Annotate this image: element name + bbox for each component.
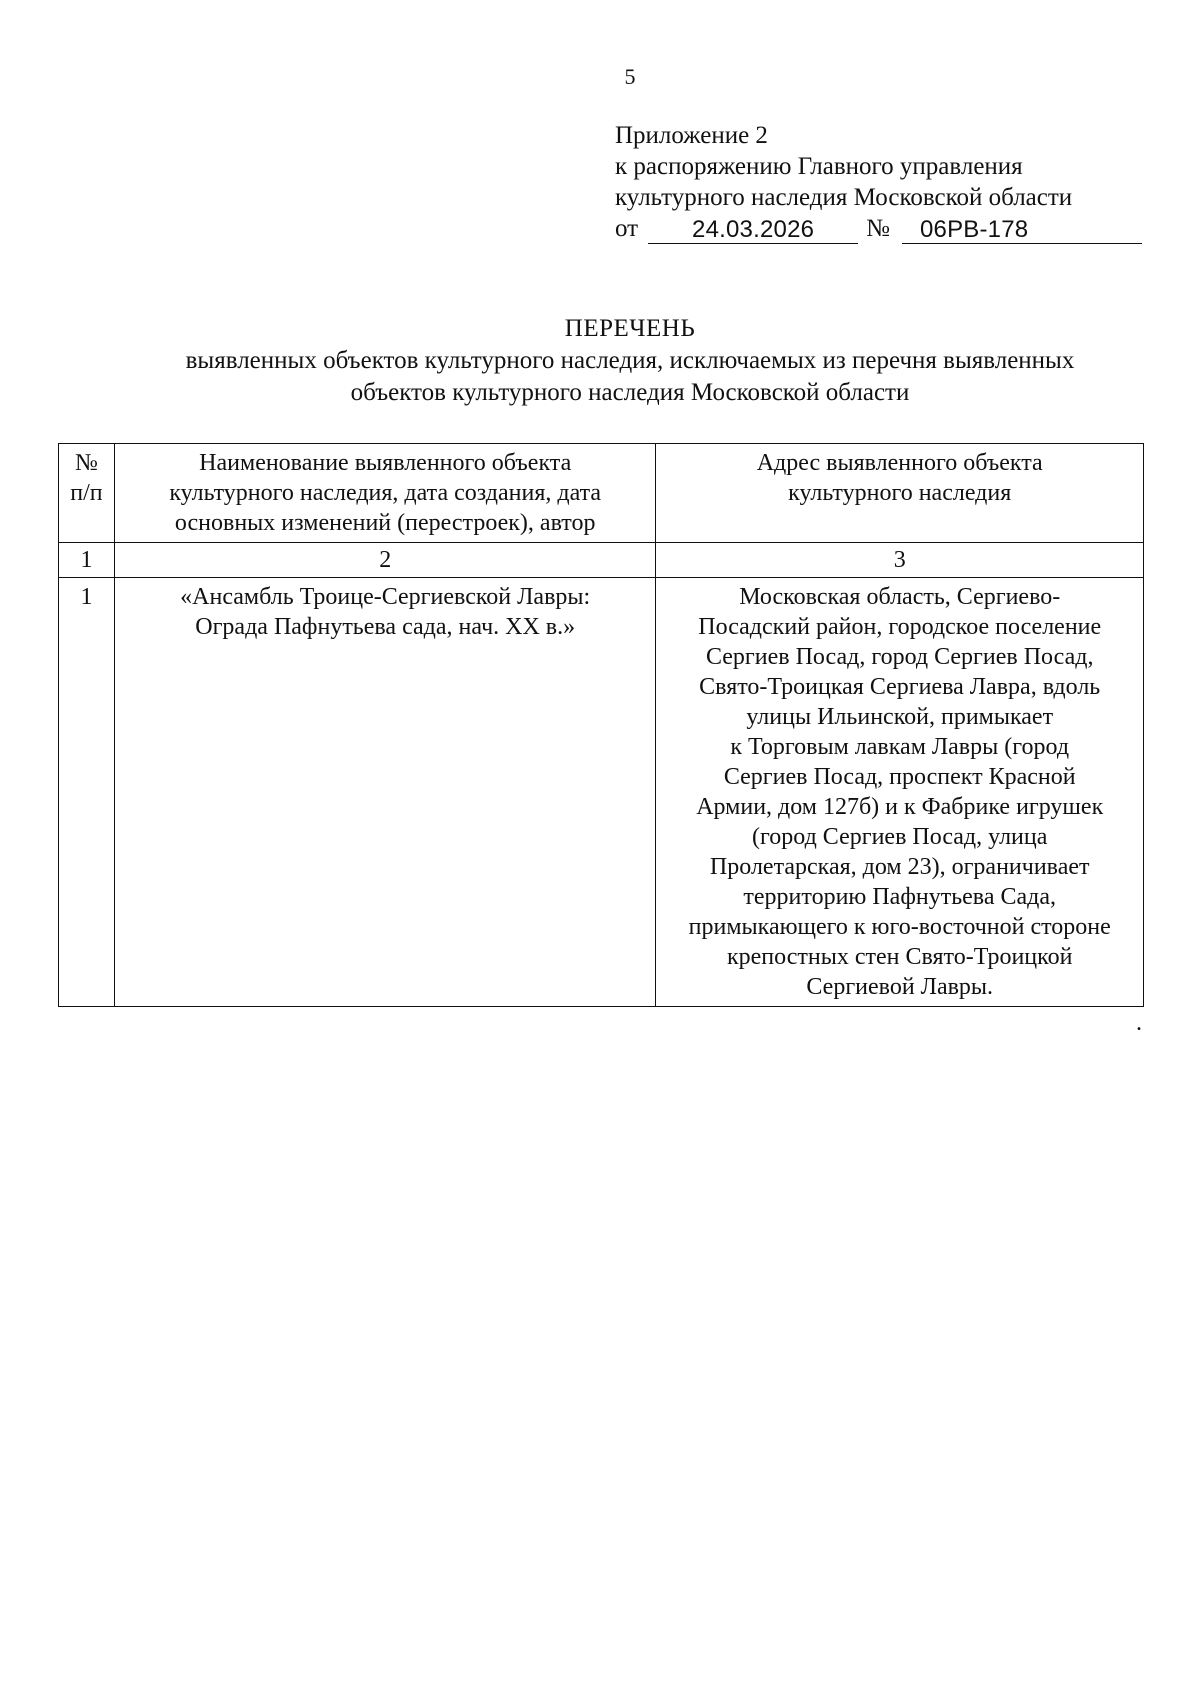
column-number: 3 — [656, 543, 1144, 578]
header-number — [59, 444, 115, 543]
address-line: Сергиев Посад, проспект Красной — [723, 764, 1076, 790]
address-line: (город Сергиев Посад, улица — [752, 824, 1048, 850]
column-number-row — [59, 543, 1144, 578]
header-text-line: Наименование выявленного объекта — [199, 450, 572, 476]
address-line: Пролетарская, дом 23), ограничивает — [709, 854, 1090, 880]
address-line: Свято-Троицкая Сергиева Лавра, вдоль — [699, 674, 1101, 700]
subtitle-line-2: объектов культурного наследия Московской области — [350, 379, 910, 406]
table-row — [59, 578, 1144, 1007]
object-address-cell — [656, 578, 1144, 1007]
objects-table — [58, 443, 1144, 1007]
appendix-reference-line — [615, 213, 1175, 244]
row-number: 1 — [59, 578, 115, 1007]
from-label: от — [615, 215, 639, 242]
header-text-line: основных изменений (перестроек), автор — [174, 510, 596, 536]
object-name-cell — [114, 578, 655, 1007]
page-number: 5 — [624, 64, 636, 89]
column-number: 2 — [114, 543, 655, 578]
object-name-line: «Ансамбль Троице-Сергиевской Лавры: — [180, 584, 591, 610]
column-number: 1 — [59, 543, 115, 578]
table-header-row — [59, 444, 1144, 543]
subtitle-line-1: выявленных объектов культурного наследия, исключаемых из перечня выявленных — [185, 347, 1075, 374]
page-title: ПЕРЕЧЕНЬ — [564, 315, 696, 342]
header-object-address — [656, 444, 1144, 543]
number-label: № — [866, 215, 890, 242]
header-text-line: № — [75, 450, 98, 476]
appendix-block — [615, 120, 1175, 244]
document-number: 06РВ-178 — [902, 217, 1142, 244]
address-line: улицы Ильинской, примыкает — [746, 704, 1054, 730]
header-text-line: культурного наследия, дата создания, дата — [169, 480, 602, 506]
header-text-line: Адрес выявленного объекта — [756, 450, 1043, 476]
object-name-line: Ограда Пафнутьева сада, нач. XX в.» — [195, 614, 576, 640]
address-line: Армии, дом 127б) и к Фабрике игрушек — [696, 794, 1104, 820]
appendix-line-order: к распоряжению Главного управления — [615, 153, 1023, 180]
address-line: примыкающего к юго-восточной стороне — [688, 914, 1111, 940]
heading-block — [60, 313, 1200, 409]
address-line: Сергиев Посад, город Сергиев Посад, — [705, 644, 1094, 670]
address-line: крепостных стен Свято-Троицкой — [726, 944, 1073, 970]
trailing-mark: . — [1136, 1010, 1142, 1036]
header-text-line: п/п — [70, 480, 103, 506]
header-text-line: культурного наследия — [788, 480, 1012, 506]
header-object-name — [114, 444, 655, 543]
address-line: территорию Пафнутьева Сада, — [743, 884, 1056, 910]
appendix-title: Приложение 2 — [615, 122, 768, 149]
appendix-line-authority: культурного наследия Московской области — [615, 184, 1073, 211]
document-date: 24.03.2026 — [648, 217, 858, 244]
address-line: Сергиевой Лавры. — [806, 974, 994, 1000]
address-line: Московская область, Сергиево- — [739, 584, 1061, 610]
address-line: к Торговым лавкам Лавры (город — [730, 734, 1070, 760]
address-line: Посадский район, городское поселение — [698, 614, 1102, 640]
